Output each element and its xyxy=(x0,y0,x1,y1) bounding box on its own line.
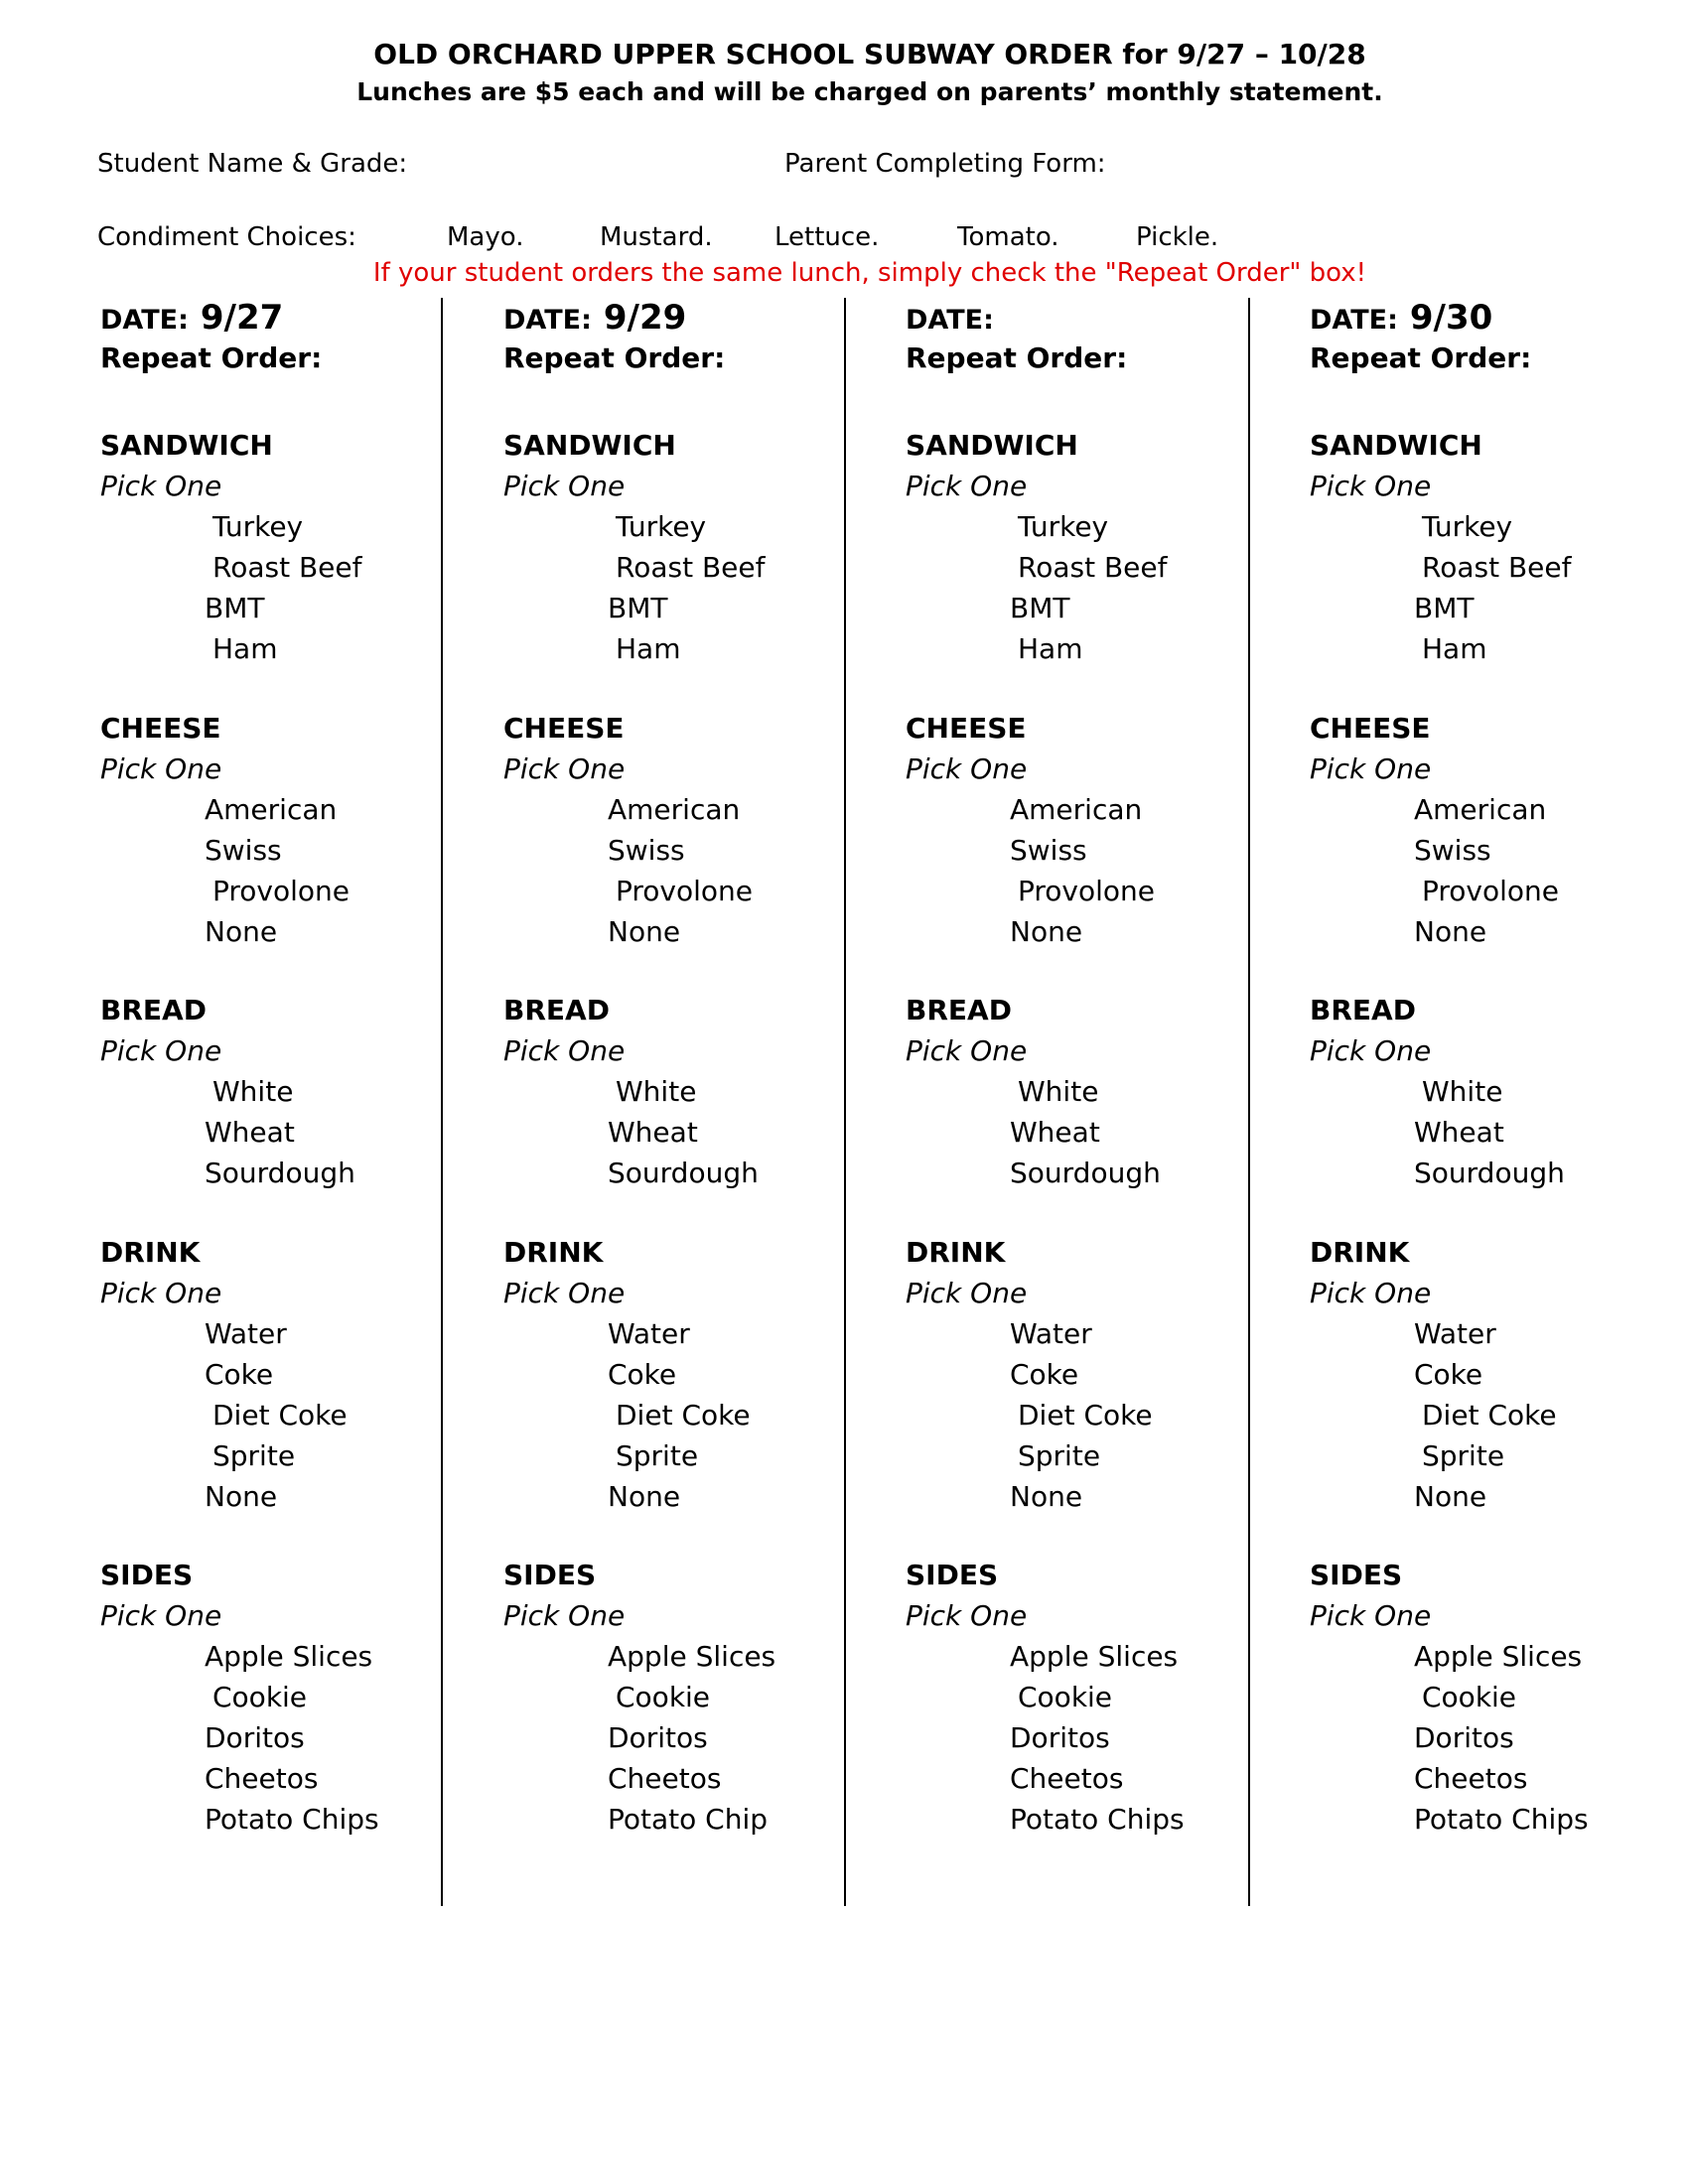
menu-option[interactable]: None xyxy=(608,1480,681,1513)
section-drink xyxy=(1310,1232,1688,1517)
menu-option[interactable]: Wheat xyxy=(205,1116,295,1149)
section-instruction: Pick One xyxy=(100,1599,222,1632)
section-bread xyxy=(906,990,1303,1193)
section-drink xyxy=(503,1232,901,1517)
menu-option[interactable]: Coke xyxy=(205,1358,274,1391)
menu-option[interactable]: American xyxy=(205,793,338,826)
menu-option[interactable]: Turkey xyxy=(212,510,304,543)
section-title: SIDES xyxy=(100,1559,194,1591)
date-label: DATE: xyxy=(503,305,592,336)
menu-option[interactable]: White xyxy=(1018,1075,1099,1108)
menu-option[interactable]: Provolone xyxy=(1422,875,1560,907)
menu-option[interactable]: Doritos xyxy=(1414,1721,1514,1754)
menu-option[interactable]: Apple Slices xyxy=(1414,1640,1583,1673)
section-instruction: Pick One xyxy=(1310,470,1432,502)
section-instruction: Pick One xyxy=(1310,1034,1432,1067)
section-bread xyxy=(1310,990,1688,1193)
menu-option[interactable]: Ham xyxy=(212,632,278,665)
section-title: CHEESE xyxy=(100,712,221,745)
section-title: SANDWICH xyxy=(1310,429,1482,462)
section-title: DRINK xyxy=(1310,1236,1410,1269)
menu-option[interactable]: Wheat xyxy=(1010,1116,1100,1149)
menu-option[interactable]: Ham xyxy=(616,632,681,665)
menu-option[interactable]: BMT xyxy=(1010,592,1070,624)
date-label: DATE: xyxy=(1310,305,1398,336)
menu-option[interactable]: Diet Coke xyxy=(1422,1399,1557,1432)
date-row xyxy=(1310,298,1492,338)
menu-option[interactable]: Water xyxy=(205,1317,287,1350)
repeat-order-notice: If your student orders the same lunch, simply check the "Repeat Order" box! xyxy=(372,258,1367,288)
section-bread xyxy=(100,990,497,1193)
condiment-mayo: Mayo. xyxy=(447,222,524,252)
menu-option[interactable]: Water xyxy=(1010,1317,1092,1350)
menu-option[interactable]: Swiss xyxy=(1414,834,1491,867)
section-instruction: Pick One xyxy=(1310,1277,1432,1309)
menu-option[interactable]: Potato Chips xyxy=(205,1803,379,1836)
section-instruction: Pick One xyxy=(906,470,1028,502)
menu-option[interactable]: Doritos xyxy=(1010,1721,1110,1754)
section-title: DRINK xyxy=(100,1236,201,1269)
date-value: 9/29 xyxy=(603,298,687,338)
menu-option[interactable]: Roast Beef xyxy=(212,551,362,584)
section-sandwich xyxy=(503,425,901,669)
section-cheese xyxy=(503,708,901,952)
section-sides xyxy=(100,1555,497,1840)
menu-option[interactable]: American xyxy=(608,793,741,826)
menu-option[interactable]: Water xyxy=(1414,1317,1496,1350)
section-instruction: Pick One xyxy=(503,1599,626,1632)
section-cheese xyxy=(1310,708,1688,952)
condiment-mustard: Mustard. xyxy=(600,222,713,252)
menu-option[interactable]: Cookie xyxy=(1422,1681,1517,1713)
section-instruction: Pick One xyxy=(1310,752,1432,785)
menu-option[interactable]: BMT xyxy=(1414,592,1475,624)
condiment-choices-label: Condiment Choices: xyxy=(97,222,356,252)
section-drink xyxy=(100,1232,497,1517)
section-instruction: Pick One xyxy=(100,470,222,502)
section-sides xyxy=(503,1555,901,1840)
date-value: 9/27 xyxy=(200,298,284,338)
menu-option[interactable]: Diet Coke xyxy=(616,1399,751,1432)
repeat-order-label[interactable]: Repeat Order: xyxy=(100,341,323,374)
menu-option[interactable]: Swiss xyxy=(1010,834,1087,867)
section-title: DRINK xyxy=(906,1236,1006,1269)
section-title: SIDES xyxy=(1310,1559,1403,1591)
menu-option[interactable]: Coke xyxy=(608,1358,677,1391)
parent-completing-form-label: Parent Completing Form: xyxy=(784,149,1106,179)
section-sandwich xyxy=(906,425,1303,669)
menu-option[interactable]: White xyxy=(616,1075,697,1108)
condiment-pickle: Pickle. xyxy=(1136,222,1219,252)
section-instruction: Pick One xyxy=(906,1034,1028,1067)
menu-option[interactable]: Potato Chips xyxy=(1414,1803,1589,1836)
menu-option[interactable]: Apple Slices xyxy=(1010,1640,1179,1673)
menu-option[interactable]: None xyxy=(1010,915,1083,948)
date-value: 9/30 xyxy=(1409,298,1493,338)
menu-option[interactable]: None xyxy=(205,915,278,948)
section-title: CHEESE xyxy=(503,712,625,745)
menu-option[interactable]: Potato Chip xyxy=(608,1803,769,1836)
section-title: SANDWICH xyxy=(906,429,1078,462)
menu-option[interactable]: Sprite xyxy=(1018,1439,1101,1472)
menu-option[interactable]: Cookie xyxy=(1018,1681,1113,1713)
menu-option[interactable]: Turkey xyxy=(1018,510,1109,543)
section-drink xyxy=(906,1232,1303,1517)
menu-option[interactable]: Sprite xyxy=(1422,1439,1505,1472)
menu-option[interactable]: White xyxy=(1422,1075,1503,1108)
section-sides xyxy=(1310,1555,1688,1840)
date-row xyxy=(100,298,283,338)
menu-option[interactable]: Cookie xyxy=(616,1681,711,1713)
section-instruction: Pick One xyxy=(503,752,626,785)
section-instruction: Pick One xyxy=(906,752,1028,785)
section-title: SIDES xyxy=(906,1559,999,1591)
menu-option[interactable]: Swiss xyxy=(205,834,282,867)
menu-option[interactable]: Roast Beef xyxy=(1018,551,1168,584)
section-cheese xyxy=(100,708,497,952)
menu-option[interactable]: Swiss xyxy=(608,834,685,867)
section-instruction: Pick One xyxy=(100,1034,222,1067)
page-subtitle: Lunches are $5 each and will be charged on parents’ monthly statement. xyxy=(356,77,1383,106)
menu-option[interactable]: Cheetos xyxy=(1414,1762,1528,1795)
menu-option[interactable]: Wheat xyxy=(608,1116,698,1149)
repeat-order-label[interactable]: Repeat Order: xyxy=(503,341,726,374)
menu-option[interactable]: None xyxy=(1414,915,1487,948)
menu-option[interactable]: Sprite xyxy=(616,1439,699,1472)
date-row xyxy=(503,298,686,338)
menu-option[interactable]: Sourdough xyxy=(205,1157,355,1189)
menu-option[interactable]: Cheetos xyxy=(1010,1762,1124,1795)
menu-option[interactable]: Provolone xyxy=(616,875,754,907)
menu-option[interactable]: White xyxy=(212,1075,294,1108)
menu-option[interactable]: Cookie xyxy=(212,1681,308,1713)
menu-option[interactable]: Sourdough xyxy=(608,1157,759,1189)
menu-option[interactable]: Provolone xyxy=(1018,875,1156,907)
menu-option[interactable]: Wheat xyxy=(1414,1116,1504,1149)
section-instruction: Pick One xyxy=(503,1034,626,1067)
menu-option[interactable]: Apple Slices xyxy=(205,1640,373,1673)
menu-option[interactable]: Diet Coke xyxy=(1018,1399,1153,1432)
section-cheese xyxy=(906,708,1303,952)
condiment-lettuce: Lettuce. xyxy=(774,222,880,252)
date-label: DATE: xyxy=(100,305,189,336)
section-instruction: Pick One xyxy=(503,1277,626,1309)
menu-option[interactable]: None xyxy=(205,1480,278,1513)
date-row xyxy=(906,298,1006,338)
menu-option[interactable]: Sourdough xyxy=(1010,1157,1161,1189)
menu-option[interactable]: Cheetos xyxy=(205,1762,319,1795)
section-instruction: Pick One xyxy=(906,1599,1028,1632)
section-title: SANDWICH xyxy=(503,429,676,462)
section-sandwich xyxy=(100,425,497,669)
section-sandwich xyxy=(1310,425,1688,669)
condiment-tomato: Tomato. xyxy=(957,222,1059,252)
section-title: SIDES xyxy=(503,1559,597,1591)
menu-option[interactable]: Doritos xyxy=(608,1721,708,1754)
menu-option[interactable]: Potato Chips xyxy=(1010,1803,1185,1836)
menu-option[interactable]: Turkey xyxy=(1422,510,1513,543)
menu-option[interactable]: None xyxy=(608,915,681,948)
menu-option[interactable]: Provolone xyxy=(212,875,351,907)
section-title: CHEESE xyxy=(1310,712,1431,745)
date-label: DATE: xyxy=(906,305,994,336)
menu-option[interactable]: Doritos xyxy=(205,1721,305,1754)
menu-option[interactable]: BMT xyxy=(608,592,668,624)
menu-option[interactable]: Coke xyxy=(1010,1358,1079,1391)
menu-option[interactable]: Ham xyxy=(1018,632,1083,665)
menu-option[interactable]: None xyxy=(1414,1480,1487,1513)
menu-option[interactable]: Apple Slices xyxy=(608,1640,776,1673)
section-instruction: Pick One xyxy=(1310,1599,1432,1632)
menu-option[interactable]: Roast Beef xyxy=(616,551,766,584)
menu-option[interactable]: American xyxy=(1414,793,1547,826)
menu-option[interactable]: Coke xyxy=(1414,1358,1483,1391)
section-bread xyxy=(503,990,901,1193)
menu-option[interactable]: Sourdough xyxy=(1414,1157,1565,1189)
section-instruction: Pick One xyxy=(100,1277,222,1309)
repeat-order-label[interactable]: Repeat Order: xyxy=(1310,341,1532,374)
section-sides xyxy=(906,1555,1303,1840)
section-title: SANDWICH xyxy=(100,429,273,462)
menu-option[interactable]: BMT xyxy=(205,592,265,624)
menu-option[interactable]: Roast Beef xyxy=(1422,551,1572,584)
student-name-grade-label: Student Name & Grade: xyxy=(97,149,408,179)
menu-option[interactable]: Turkey xyxy=(616,510,707,543)
page-title: OLD ORCHARD UPPER SCHOOL SUBWAY ORDER for 9/27 – 10/28 xyxy=(373,38,1366,70)
menu-option[interactable]: None xyxy=(1010,1480,1083,1513)
menu-option[interactable]: American xyxy=(1010,793,1143,826)
section-instruction: Pick One xyxy=(906,1277,1028,1309)
menu-option[interactable]: Ham xyxy=(1422,632,1487,665)
section-instruction: Pick One xyxy=(503,470,626,502)
menu-option[interactable]: Cheetos xyxy=(608,1762,722,1795)
menu-option[interactable]: Diet Coke xyxy=(212,1399,348,1432)
section-title: DRINK xyxy=(503,1236,604,1269)
menu-option[interactable]: Sprite xyxy=(212,1439,296,1472)
section-title: BREAD xyxy=(100,994,207,1026)
section-instruction: Pick One xyxy=(100,752,222,785)
section-title: BREAD xyxy=(1310,994,1416,1026)
menu-option[interactable]: Water xyxy=(608,1317,690,1350)
section-title: BREAD xyxy=(503,994,610,1026)
section-title: CHEESE xyxy=(906,712,1027,745)
section-title: BREAD xyxy=(906,994,1012,1026)
repeat-order-label[interactable]: Repeat Order: xyxy=(906,341,1128,374)
